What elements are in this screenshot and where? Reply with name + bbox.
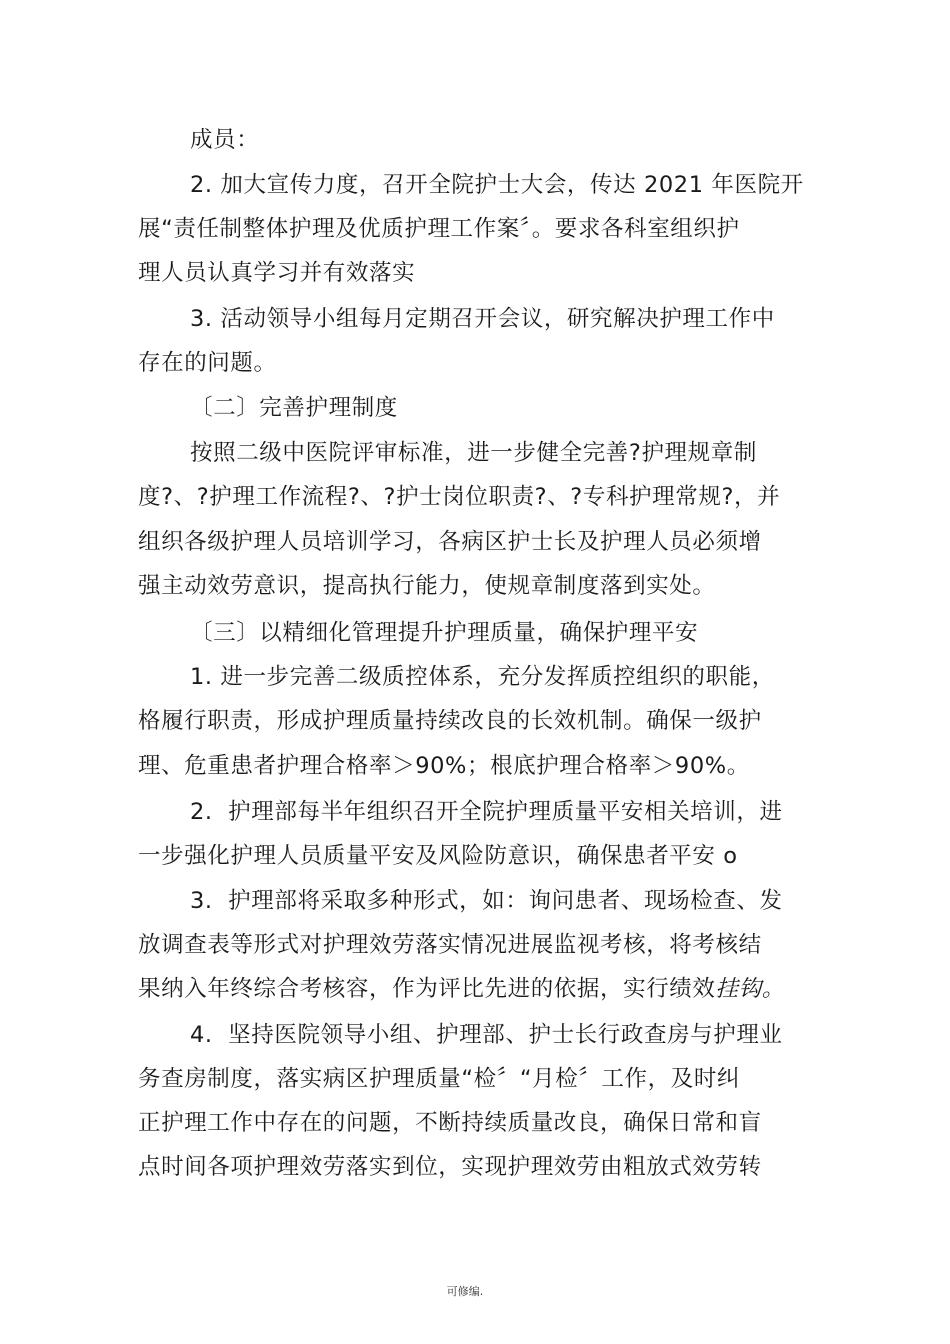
text-line: 务查房制度，落实病区护理质量“检〞“月检〞工作，及时纠 [138,1066,741,1092]
text-line: 一步强化护理人员质量平安及风险防意识，确保患者平安 o [138,843,738,869]
text-line: 展“责任制整体护理及优质护理工作案〞。要求各科室组织护 [138,216,740,242]
text-line: 按照二级中医院评审标准，进一步健全完善?护理规章制 [190,440,757,466]
text-line: 度?、?护理工作流程?、?护士岗位职责?、?专科护理常规?，并 [138,484,781,510]
text-line: 理、危重患者护理合格率＞90%；根底护理合格率＞90%。 [138,753,750,779]
text-line: 存在的问题。 [138,350,277,376]
text-line: 2. 加大宣传力度，召开全院护士大会，传达 2021 年医院开 [190,172,804,198]
text-line: 2. 护理部每半年组织召开全院护理质量平安相关培训，进 [190,799,783,825]
text-line: 放调查表等形式对护理效劳落实情况进展监视考核，将考核结 [138,932,762,958]
text-line: 正护理工作中存在的问题，不断持续质量改良，确保日常和盲 [138,1110,762,1136]
text-line-with-italic [138,974,785,1004]
text-line: 强主动效劳意识，提高执行能力，使规章制度落到实处。 [138,573,716,599]
italic-text: 挂钩。 [715,976,785,1002]
text-line: 格履行职责，形成护理质量持续改良的长效机制。确保一级护 [138,708,762,734]
text-line: 1. 进一步完善二级质控体系，充分发挥质控组织的职能， [190,664,775,690]
section-heading: 〔二〕完善护理制度 [190,395,398,421]
text-line: 点时间各项护理效劳落实到位，实现护理效劳由粗放式效劳转 [138,1154,762,1180]
section-heading: 〔三〕以精细化管理提升护理质量，确保护理平安 [190,620,699,646]
text-line: 组织各级护理人员培训学习，各病区护士长及护理人员必须增 [138,529,762,555]
text-line: 理人员认真学习并有效落实 [138,260,416,286]
text-line: 3. 活动领导小组每月定期召开会议，研究解决护理工作中 [190,306,775,332]
page-footer: 可修编. [446,1285,484,1298]
text-line: 3. 护理部将采取多种形式，如：询问患者、现场检查、发 [190,888,783,914]
text-line: 果纳入年终综合考核容，作为评比先进的依据，实行绩效 [138,976,716,1002]
text-line: 成员： [190,127,260,153]
text-line: 4. 坚持医院领导小组、护理部、护士长行政查房与护理业 [190,1022,783,1048]
